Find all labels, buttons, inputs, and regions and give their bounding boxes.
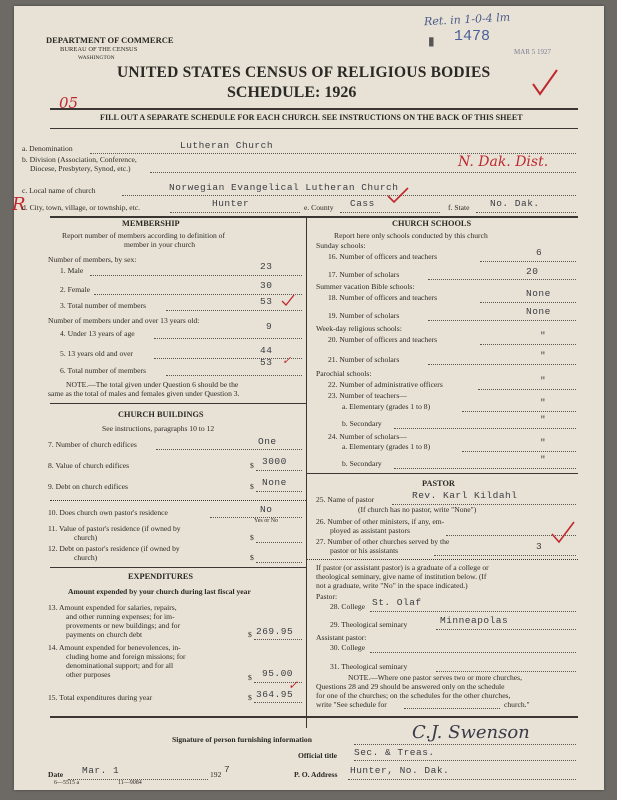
red-check-icon <box>530 66 560 100</box>
q7-label: 7. Number of church edifices <box>48 440 137 449</box>
q12-dollar: $ <box>250 553 254 562</box>
division-value[interactable]: N. Dak. Dist. <box>458 154 549 170</box>
rule-ident <box>50 216 578 218</box>
county-label: e. County <box>304 203 334 212</box>
q21-value[interactable]: " <box>540 350 547 361</box>
q1-label: 1. Male <box>60 266 84 275</box>
state-label: f. State <box>448 203 470 212</box>
q26-label-1: 26. Number of other ministers, if any, em- <box>316 517 445 526</box>
q9-dollar: $ <box>250 482 254 491</box>
q12-label-2: church) <box>74 553 98 562</box>
q19-value[interactable]: None <box>526 306 551 317</box>
q20-label: 20. Number of officers and teachers <box>328 335 438 344</box>
q13-value[interactable]: 269.95 <box>256 626 294 637</box>
expenditures-title: EXPENDITURES <box>128 572 194 581</box>
q9-value[interactable]: None <box>262 477 287 488</box>
q14-dollar: $ <box>248 673 252 682</box>
state-value[interactable]: No. Dak. <box>490 198 540 209</box>
q26-label-2: ployed as assistant pastors <box>330 526 410 535</box>
city-town-label: d. City, town, village, or township, etc. <box>22 203 141 212</box>
q11-label-1: 11. Value of pastor's residence (if owned by <box>48 524 181 533</box>
q8-dollar: $ <box>250 461 254 470</box>
q25-value[interactable]: Rev. Karl Kildahl <box>412 490 518 501</box>
q30-label: 30. College <box>330 643 366 652</box>
q14-label-3: denominational support; and for all <box>66 661 174 670</box>
q13-label-2: and other running expenses; for im- <box>66 612 175 621</box>
city-town-value[interactable]: Hunter <box>212 198 250 209</box>
q6-value[interactable]: 53 <box>260 357 273 368</box>
schools-intro: Report here only schools conducted by this church <box>334 231 488 240</box>
red-check-mark: ✓ <box>288 678 299 692</box>
pastor-note-5: church." <box>504 700 530 709</box>
red-check-icon <box>280 293 296 307</box>
pastor-note-4: write "See schedule for <box>316 700 387 709</box>
form-number: 6—5515 a <box>54 780 80 786</box>
q4-label: 4. Under 13 years of age <box>60 329 135 338</box>
q13-label-4: payments on church debt <box>66 630 143 639</box>
weekday-label: Week-day religious schools: <box>316 324 402 333</box>
by-age-label: Number of members under and over 13 years old: <box>48 316 200 325</box>
q24b-value[interactable]: " <box>540 454 547 465</box>
q9-label: 9. Debt on church edifices <box>48 482 128 491</box>
q1-value[interactable]: 23 <box>260 261 273 272</box>
date-value[interactable]: Mar. 1 <box>82 765 120 776</box>
q5-label: 5. 13 years old and over <box>60 349 133 358</box>
q5-value[interactable]: 44 <box>260 345 273 356</box>
pencil-note: Ret. in 1-0-4 lm <box>423 10 511 29</box>
division-label-1: b. Division (Association, Conference, <box>22 155 137 164</box>
q23b-value[interactable]: " <box>540 414 547 425</box>
rule-bottom <box>50 716 578 718</box>
census-form-sheet <box>14 6 604 790</box>
graduate-note-2: theological seminary, give name of institution below. (If <box>316 572 487 581</box>
q18-value[interactable]: None <box>526 288 551 299</box>
q24a-label: a. Elementary (grades 1 to 8) <box>342 442 431 451</box>
rule-buildings <box>50 567 306 568</box>
q19-label: 19. Number of scholars <box>328 311 400 320</box>
q2-value[interactable]: 30 <box>260 280 273 291</box>
address-label: P. O. Address <box>294 770 338 779</box>
q14-label-1: 14. Amount expended for benevolences, in- <box>48 643 181 652</box>
q29-value[interactable]: Minneapolas <box>440 615 509 626</box>
rule-top <box>50 108 578 110</box>
q31-label: 31. Theological seminary <box>330 662 408 671</box>
signature-value[interactable]: C.J. Swenson <box>412 722 530 743</box>
q16-label: 16. Number of officers and teachers <box>328 252 438 261</box>
schedule-title: SCHEDULE: 1926 <box>227 84 357 101</box>
print-number: 11—9084 <box>118 780 142 786</box>
q13-label-1: 13. Amount expended for salaries, repairs, <box>48 603 177 612</box>
membership-note-2: same as the total of males and females given under Question 3. <box>48 389 240 398</box>
red-check-icon <box>550 520 576 546</box>
graduate-note-3: not a graduate, write "No" in the space indicated.) <box>316 581 468 590</box>
vacation-label: Summer vacation Bible schools: <box>316 282 415 291</box>
red-tick-mark: ✓ <box>282 354 292 367</box>
q28-value[interactable]: St. Olaf <box>372 597 422 608</box>
q20-value[interactable]: " <box>540 330 547 341</box>
q23b-label: b. Secondary <box>342 419 382 428</box>
q14-value[interactable]: 95.00 <box>262 668 294 679</box>
q24-label: 24. Number of scholars— <box>328 432 407 441</box>
rule-schools <box>306 473 578 474</box>
expenditures-intro: Amount expended by your church during last fiscal year <box>68 587 251 596</box>
stamp-number: 1478 <box>454 28 491 45</box>
membership-intro-2: member in your church <box>124 240 196 249</box>
q23-label: 23. Number of teachers— <box>328 391 407 400</box>
schools-title: CHURCH SCHOOLS <box>392 219 472 228</box>
q24b-label: b. Secondary <box>342 459 382 468</box>
red-r-mark: R <box>12 194 26 215</box>
signature-label: Signature of person furnishing information <box>172 735 312 744</box>
form-title: UNITED STATES CENSUS OF RELIGIOUS BODIES <box>117 64 491 81</box>
q25-label: 25. Name of pastor <box>316 495 375 504</box>
q17-label: 17. Number of scholars <box>328 270 400 279</box>
q10-value[interactable]: No <box>260 504 273 515</box>
q14-label-2: cluding home and foreign missions; for <box>66 652 186 661</box>
official-title-label: Official title <box>298 751 338 760</box>
membership-note-1: NOTE.—The total given under Question 6 should be the <box>66 380 239 389</box>
q16-value[interactable]: 6 <box>536 247 543 258</box>
q17-value[interactable]: 20 <box>526 266 539 277</box>
denomination-label: a. Denomination <box>22 144 73 153</box>
address-value[interactable]: Hunter, No. Dak. <box>350 765 450 776</box>
parochial-label: Parochial schools: <box>316 369 372 378</box>
q27-label-2: pastor or his assistants <box>330 546 399 555</box>
rule-pastor-sub <box>306 559 578 560</box>
dept-label: DEPARTMENT OF COMMERCE <box>46 35 174 45</box>
year-prefix: 192 <box>210 770 222 779</box>
q22-value[interactable]: " <box>540 375 547 386</box>
date-label: Date <box>48 770 64 779</box>
q8-value[interactable]: 3000 <box>262 456 287 467</box>
q29-label: 29. Theological seminary <box>330 620 408 629</box>
denomination-value[interactable]: Lutheran Church <box>180 140 274 151</box>
q23a-value[interactable]: " <box>540 397 547 408</box>
q10-label: 10. Does church own pastor's residence <box>48 508 168 517</box>
q15-dollar: $ <box>248 693 252 702</box>
q13-dollar: $ <box>248 630 252 639</box>
q28-label: 28. College <box>330 602 366 611</box>
rule-buildings-sub <box>50 500 306 501</box>
local-name-label: c. Local name of church <box>22 186 96 195</box>
buildings-intro: See instructions, paragraphs 10 to 12 <box>102 424 215 433</box>
q6-label: 6. Total number of members <box>60 366 147 375</box>
bureau-label: BUREAU OF THE CENSUS <box>60 46 138 53</box>
county-value[interactable]: Cass <box>350 198 375 209</box>
year-digit[interactable]: 7 <box>224 764 231 775</box>
q14-label-4: other purposes <box>66 670 111 679</box>
by-sex-label: Number of members, by sex: <box>48 255 137 264</box>
q13-label-3: provements or new buildings; and for <box>66 621 181 630</box>
q15-label: 15. Total expenditures during year <box>48 693 153 702</box>
pastor-note-3: for one of the churches; on the schedules for the other churches, <box>316 691 511 700</box>
assistant-label: Assistant pastor: <box>316 633 367 642</box>
column-divider <box>306 216 307 728</box>
membership-intro-1: Report number of members according to definition of <box>62 231 226 240</box>
age-note-value: 9 <box>266 321 273 332</box>
membership-title: MEMBERSHIP <box>122 219 180 228</box>
sunday-label: Sunday schools: <box>316 241 366 250</box>
q15-value[interactable]: 364.95 <box>256 689 294 700</box>
rule-membership <box>50 403 306 404</box>
q2-label: 2. Female <box>60 285 90 294</box>
q22-label: 22. Number of administrative officers <box>328 380 443 389</box>
q27-value[interactable]: 3 <box>536 541 543 552</box>
q23a-label: a. Elementary (grades 1 to 8) <box>342 402 431 411</box>
buildings-title: CHURCH BUILDINGS <box>118 410 204 419</box>
division-label-2: Diocese, Presbytery, Synod, etc.) <box>30 164 131 173</box>
stamp-date: MAR 5 1927 <box>514 48 551 56</box>
pastor-note-1: NOTE.—Where one pastor serves two or more churches, <box>348 673 522 682</box>
q3-value[interactable]: 53 <box>260 296 273 307</box>
q21-label: 21. Number of scholars <box>328 355 400 364</box>
official-title-value[interactable]: Sec. & Treas. <box>354 747 435 758</box>
q7-value[interactable]: One <box>258 436 277 447</box>
pastor-note-2: Questions 28 and 29 should be answered only on the schedule <box>316 682 505 691</box>
pastor-title: PASTOR <box>422 479 455 488</box>
red-code: 05 <box>59 94 79 112</box>
graduate-note-1: If pastor (or assistant pastor) is a graduate of a college or <box>316 563 489 572</box>
q12-label-1: 12. Debt on pastor's residence (if owned by <box>48 544 180 553</box>
q10-sublabel: Yes or No <box>254 518 279 524</box>
q18-label: 18. Number of officers and teachers <box>328 293 438 302</box>
city-label: WASHINGTON <box>78 55 115 61</box>
q25-sublabel: (If church has no pastor, write "None") <box>358 505 477 514</box>
instruction-line: FILL OUT A SEPARATE SCHEDULE FOR EACH CHURCH. SEE INSTRUCTIONS ON THE BACK OF THIS SHEET <box>100 113 523 122</box>
q11-dollar: $ <box>250 533 254 542</box>
pastor-sub-label: Pastor: <box>316 592 338 601</box>
q8-label: 8. Value of church edifices <box>48 461 130 470</box>
red-check-icon <box>386 186 410 204</box>
rule-sub <box>50 128 578 129</box>
stamp-mark: ▮ <box>428 34 435 48</box>
q24a-value[interactable]: " <box>540 437 547 448</box>
local-name-value[interactable]: Norwegian Evangelical Lutheran Church <box>169 182 399 193</box>
q11-label-2: church) <box>74 533 98 542</box>
q27-label-1: 27. Number of other churches served by the <box>316 537 450 546</box>
q3-label: 3. Total number of members <box>60 301 147 310</box>
